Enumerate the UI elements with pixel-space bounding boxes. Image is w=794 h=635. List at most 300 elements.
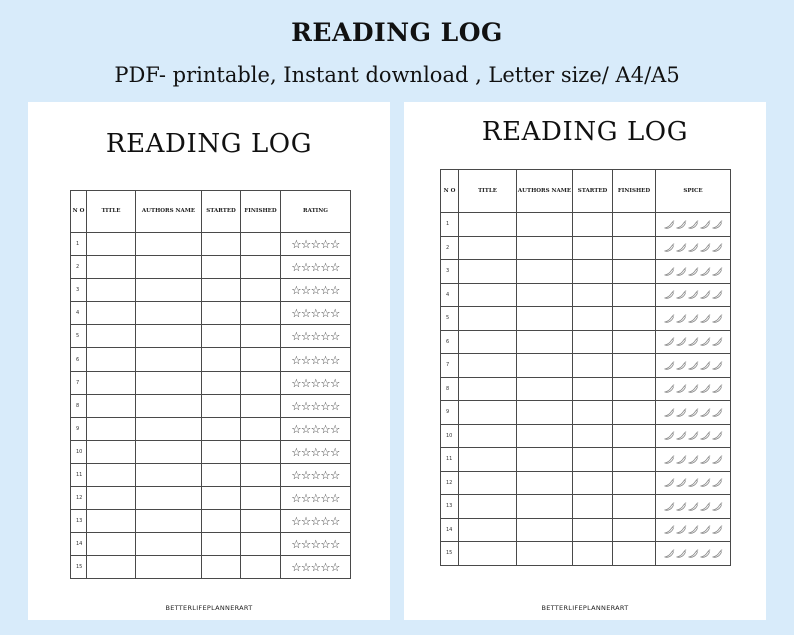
star-rating[interactable]: ☆☆☆☆☆ bbox=[281, 533, 351, 556]
row-number: 5 bbox=[71, 325, 87, 348]
authors-name-cell[interactable] bbox=[136, 533, 202, 556]
finished-cell[interactable] bbox=[613, 236, 656, 260]
chili-pepper-icon bbox=[688, 478, 699, 487]
chili-pepper-icon bbox=[700, 384, 711, 393]
row-number: 4 bbox=[71, 302, 87, 325]
authors-name-cell[interactable] bbox=[517, 424, 573, 448]
title-cell[interactable] bbox=[459, 495, 517, 519]
brand-footer: BETTERLIFEPLANNERART bbox=[541, 604, 629, 612]
authors-name-cell[interactable] bbox=[517, 307, 573, 331]
table-row bbox=[71, 510, 351, 533]
table-row bbox=[71, 325, 351, 348]
finished-cell[interactable] bbox=[613, 307, 656, 331]
started-cell[interactable] bbox=[573, 213, 613, 237]
finished-cell[interactable] bbox=[613, 260, 656, 284]
chili-pepper-icon bbox=[664, 220, 675, 229]
title-cell[interactable] bbox=[87, 533, 136, 556]
authors-name-cell[interactable] bbox=[136, 325, 202, 348]
started-cell[interactable] bbox=[573, 260, 613, 284]
finished-cell[interactable] bbox=[241, 417, 281, 440]
chili-pepper-icon bbox=[700, 220, 711, 229]
started-cell[interactable] bbox=[573, 283, 613, 307]
started-cell[interactable] bbox=[573, 401, 613, 425]
spice-rating[interactable] bbox=[656, 354, 731, 378]
chili-pepper-icon bbox=[676, 549, 687, 558]
chili-pepper-icon bbox=[664, 267, 675, 276]
authors-name-cell[interactable] bbox=[136, 556, 202, 579]
authors-name-cell[interactable] bbox=[517, 260, 573, 284]
row-number: 9 bbox=[71, 417, 87, 440]
row-number: 2 bbox=[441, 236, 459, 260]
authors-name-cell[interactable] bbox=[517, 518, 573, 542]
title-cell[interactable] bbox=[87, 487, 136, 510]
authors-name-cell[interactable] bbox=[136, 256, 202, 279]
row-number: 14 bbox=[71, 533, 87, 556]
table-row bbox=[71, 417, 351, 440]
chili-pepper-icon bbox=[688, 431, 699, 440]
chili-pepper-icon bbox=[700, 431, 711, 440]
row-number: 7 bbox=[441, 354, 459, 378]
title-cell[interactable] bbox=[87, 463, 136, 486]
finished-cell[interactable] bbox=[241, 440, 281, 463]
title-cell[interactable] bbox=[87, 279, 136, 302]
table-row bbox=[71, 348, 351, 371]
started-cell[interactable] bbox=[202, 302, 241, 325]
title-cell[interactable] bbox=[459, 283, 517, 307]
title-cell[interactable] bbox=[87, 417, 136, 440]
table-row bbox=[441, 260, 731, 284]
title-cell[interactable] bbox=[87, 510, 136, 533]
chili-pepper-icon bbox=[664, 525, 675, 534]
finished-cell[interactable] bbox=[613, 283, 656, 307]
chili-pepper-icon bbox=[712, 314, 723, 323]
table-row bbox=[441, 424, 731, 448]
authors-name-cell[interactable] bbox=[517, 354, 573, 378]
started-cell[interactable] bbox=[202, 487, 241, 510]
finished-cell[interactable] bbox=[613, 354, 656, 378]
authors-name-cell[interactable] bbox=[517, 283, 573, 307]
authors-name-cell[interactable] bbox=[517, 330, 573, 354]
chili-pepper-icon bbox=[712, 455, 723, 464]
chili-pepper-icon bbox=[700, 408, 711, 417]
chili-pepper-icon bbox=[676, 220, 687, 229]
spice-rating[interactable] bbox=[656, 377, 731, 401]
finished-cell[interactable] bbox=[241, 233, 281, 256]
started-cell[interactable] bbox=[202, 279, 241, 302]
chili-pepper-icon bbox=[664, 337, 675, 346]
chili-pepper-icon bbox=[712, 267, 723, 276]
chili-pepper-icon bbox=[676, 267, 687, 276]
row-number: 11 bbox=[71, 463, 87, 486]
authors-name-cell[interactable] bbox=[517, 213, 573, 237]
spice-rating[interactable] bbox=[656, 283, 731, 307]
chili-pepper-icon bbox=[676, 243, 687, 252]
started-cell[interactable] bbox=[202, 556, 241, 579]
brand-footer: BETTERLIFEPLANNERART bbox=[165, 604, 253, 612]
started-cell[interactable] bbox=[202, 371, 241, 394]
chili-pepper-icon bbox=[676, 431, 687, 440]
table-row bbox=[71, 371, 351, 394]
started-cell[interactable] bbox=[202, 394, 241, 417]
chili-pepper-icon bbox=[688, 408, 699, 417]
started-cell[interactable] bbox=[202, 233, 241, 256]
col-title-header: TITLE bbox=[459, 170, 517, 213]
title-cell[interactable] bbox=[87, 233, 136, 256]
chili-pepper-icon bbox=[688, 314, 699, 323]
star-rating[interactable]: ☆☆☆☆☆ bbox=[281, 556, 351, 579]
row-number: 4 bbox=[441, 283, 459, 307]
spice-rating[interactable] bbox=[656, 471, 731, 495]
row-number: 15 bbox=[441, 542, 459, 566]
authors-name-cell[interactable] bbox=[517, 236, 573, 260]
reading-log-sheet-rating bbox=[28, 102, 390, 620]
col-no-header: N O bbox=[71, 191, 87, 233]
row-number: 2 bbox=[71, 256, 87, 279]
chili-pepper-icon bbox=[664, 431, 675, 440]
chili-pepper-icon bbox=[676, 408, 687, 417]
chili-pepper-icon bbox=[676, 455, 687, 464]
table-row bbox=[441, 377, 731, 401]
authors-name-cell[interactable] bbox=[517, 471, 573, 495]
title-cell[interactable] bbox=[87, 256, 136, 279]
chili-pepper-icon bbox=[664, 455, 675, 464]
title-cell[interactable] bbox=[459, 260, 517, 284]
chili-pepper-icon bbox=[676, 314, 687, 323]
table-row bbox=[441, 354, 731, 378]
col-finished-header: FINISHED bbox=[613, 170, 656, 213]
finished-cell[interactable] bbox=[241, 325, 281, 348]
started-cell[interactable] bbox=[202, 440, 241, 463]
chili-pepper-icon bbox=[700, 478, 711, 487]
authors-name-cell[interactable] bbox=[517, 542, 573, 566]
table-row bbox=[441, 495, 731, 519]
title-cell[interactable] bbox=[459, 307, 517, 331]
authors-name-cell[interactable] bbox=[136, 440, 202, 463]
row-number: 8 bbox=[71, 394, 87, 417]
chili-pepper-icon bbox=[712, 290, 723, 299]
table-row bbox=[441, 448, 731, 472]
chili-pepper-icon bbox=[712, 525, 723, 534]
col-started-header: STARTED bbox=[573, 170, 613, 213]
chili-pepper-icon bbox=[664, 549, 675, 558]
table-row bbox=[71, 233, 351, 256]
chili-pepper-icon bbox=[700, 525, 711, 534]
star-rating[interactable]: ☆☆☆☆☆ bbox=[281, 256, 351, 279]
finished-cell[interactable] bbox=[241, 348, 281, 371]
finished-cell[interactable] bbox=[241, 463, 281, 486]
started-cell[interactable] bbox=[573, 471, 613, 495]
authors-name-cell[interactable] bbox=[136, 394, 202, 417]
col-started-header: STARTED bbox=[202, 191, 241, 233]
chili-pepper-icon bbox=[700, 290, 711, 299]
started-cell[interactable] bbox=[202, 533, 241, 556]
started-cell[interactable] bbox=[573, 236, 613, 260]
chili-pepper-icon bbox=[688, 267, 699, 276]
chili-pepper-icon bbox=[700, 455, 711, 464]
finished-cell[interactable] bbox=[241, 394, 281, 417]
spice-rating[interactable] bbox=[656, 236, 731, 260]
col-last-header: RATING bbox=[281, 191, 351, 233]
finished-cell[interactable] bbox=[241, 302, 281, 325]
title-cell[interactable] bbox=[459, 213, 517, 237]
started-cell[interactable] bbox=[202, 325, 241, 348]
table-row bbox=[71, 440, 351, 463]
chili-pepper-icon bbox=[664, 243, 675, 252]
table-row bbox=[71, 302, 351, 325]
table-row bbox=[441, 283, 731, 307]
title-cell[interactable] bbox=[87, 556, 136, 579]
chili-pepper-icon bbox=[700, 314, 711, 323]
finished-cell[interactable] bbox=[613, 518, 656, 542]
row-number: 13 bbox=[71, 510, 87, 533]
spice-rating[interactable] bbox=[656, 518, 731, 542]
finished-cell[interactable] bbox=[241, 256, 281, 279]
title-cell[interactable] bbox=[87, 348, 136, 371]
table-row bbox=[71, 463, 351, 486]
chili-pepper-icon bbox=[700, 549, 711, 558]
authors-name-cell[interactable] bbox=[517, 377, 573, 401]
chili-pepper-icon bbox=[676, 502, 687, 511]
row-number: 1 bbox=[441, 213, 459, 237]
row-number: 5 bbox=[441, 307, 459, 331]
table-row bbox=[441, 518, 731, 542]
row-number: 3 bbox=[441, 260, 459, 284]
title-cell[interactable] bbox=[87, 440, 136, 463]
finished-cell[interactable] bbox=[613, 213, 656, 237]
star-rating[interactable]: ☆☆☆☆☆ bbox=[281, 325, 351, 348]
started-cell[interactable] bbox=[573, 495, 613, 519]
finished-cell[interactable] bbox=[241, 533, 281, 556]
sheet-title: READING LOG bbox=[105, 129, 313, 159]
chili-pepper-icon bbox=[688, 384, 699, 393]
authors-name-cell[interactable] bbox=[136, 417, 202, 440]
title-cell[interactable] bbox=[459, 471, 517, 495]
finished-cell[interactable] bbox=[613, 495, 656, 519]
chili-pepper-icon bbox=[664, 314, 675, 323]
table-row bbox=[71, 256, 351, 279]
spice-rating[interactable] bbox=[656, 330, 731, 354]
col-last-header: SPICE bbox=[656, 170, 731, 213]
chili-pepper-icon bbox=[664, 478, 675, 487]
chili-pepper-icon bbox=[688, 361, 699, 370]
row-number: 6 bbox=[441, 330, 459, 354]
reading-log-table bbox=[70, 190, 351, 579]
chili-pepper-icon bbox=[676, 525, 687, 534]
finished-cell[interactable] bbox=[613, 542, 656, 566]
title-cell[interactable] bbox=[87, 394, 136, 417]
star-rating[interactable]: ☆☆☆☆☆ bbox=[281, 394, 351, 417]
table-row bbox=[441, 213, 731, 237]
table-row bbox=[71, 487, 351, 510]
star-rating[interactable]: ☆☆☆☆☆ bbox=[281, 302, 351, 325]
chili-pepper-icon bbox=[664, 361, 675, 370]
spice-rating[interactable] bbox=[656, 401, 731, 425]
finished-cell[interactable] bbox=[613, 471, 656, 495]
row-number: 14 bbox=[441, 518, 459, 542]
reading-log-table bbox=[440, 169, 731, 566]
chili-pepper-icon bbox=[688, 220, 699, 229]
chili-pepper-icon bbox=[712, 361, 723, 370]
title-cell[interactable] bbox=[87, 325, 136, 348]
chili-pepper-icon bbox=[700, 243, 711, 252]
col-no-header: N O bbox=[441, 170, 459, 213]
star-rating[interactable]: ☆☆☆☆☆ bbox=[281, 348, 351, 371]
started-cell[interactable] bbox=[202, 348, 241, 371]
star-rating[interactable]: ☆☆☆☆☆ bbox=[281, 371, 351, 394]
table-row bbox=[441, 330, 731, 354]
started-cell[interactable] bbox=[202, 463, 241, 486]
chili-pepper-icon bbox=[712, 408, 723, 417]
authors-name-cell[interactable] bbox=[136, 348, 202, 371]
chili-pepper-icon bbox=[700, 361, 711, 370]
title-cell[interactable] bbox=[459, 518, 517, 542]
table-row bbox=[71, 279, 351, 302]
table-row bbox=[71, 394, 351, 417]
chili-pepper-icon bbox=[664, 384, 675, 393]
row-number: 15 bbox=[71, 556, 87, 579]
title-cell[interactable] bbox=[459, 542, 517, 566]
chili-pepper-icon bbox=[676, 337, 687, 346]
started-cell[interactable] bbox=[202, 256, 241, 279]
row-number: 12 bbox=[441, 471, 459, 495]
started-cell[interactable] bbox=[573, 330, 613, 354]
reading-log-sheet-spice bbox=[404, 102, 766, 620]
title-cell[interactable] bbox=[459, 448, 517, 472]
spice-rating[interactable] bbox=[656, 213, 731, 237]
finished-cell[interactable] bbox=[613, 424, 656, 448]
title-cell[interactable] bbox=[459, 236, 517, 260]
star-rating[interactable]: ☆☆☆☆☆ bbox=[281, 233, 351, 256]
chili-pepper-icon bbox=[664, 290, 675, 299]
started-cell[interactable] bbox=[202, 417, 241, 440]
table-row bbox=[441, 471, 731, 495]
chili-pepper-icon bbox=[688, 525, 699, 534]
row-number: 8 bbox=[441, 377, 459, 401]
started-cell[interactable] bbox=[573, 424, 613, 448]
spice-rating[interactable] bbox=[656, 495, 731, 519]
started-cell[interactable] bbox=[573, 448, 613, 472]
table-row bbox=[71, 533, 351, 556]
finished-cell[interactable] bbox=[613, 330, 656, 354]
title-cell[interactable] bbox=[459, 377, 517, 401]
table-row bbox=[441, 401, 731, 425]
finished-cell[interactable] bbox=[613, 448, 656, 472]
col-finished-header: FINISHED bbox=[241, 191, 281, 233]
main-title: READING LOG bbox=[291, 18, 503, 47]
title-cell[interactable] bbox=[459, 330, 517, 354]
chili-pepper-icon bbox=[700, 502, 711, 511]
table-row bbox=[441, 236, 731, 260]
table-row bbox=[71, 556, 351, 579]
row-number: 1 bbox=[71, 233, 87, 256]
chili-pepper-icon bbox=[700, 337, 711, 346]
authors-name-cell[interactable] bbox=[136, 233, 202, 256]
spice-rating[interactable] bbox=[656, 260, 731, 284]
col-title-header: TITLE bbox=[87, 191, 136, 233]
authors-name-cell[interactable] bbox=[136, 510, 202, 533]
started-cell[interactable] bbox=[573, 307, 613, 331]
finished-cell[interactable] bbox=[241, 371, 281, 394]
row-number: 11 bbox=[441, 448, 459, 472]
authors-name-cell[interactable] bbox=[136, 279, 202, 302]
row-number: 10 bbox=[441, 424, 459, 448]
title-cell[interactable] bbox=[459, 424, 517, 448]
started-cell[interactable] bbox=[202, 510, 241, 533]
chili-pepper-icon bbox=[676, 361, 687, 370]
authors-name-cell[interactable] bbox=[136, 371, 202, 394]
row-number: 3 bbox=[71, 279, 87, 302]
authors-name-cell[interactable] bbox=[136, 487, 202, 510]
chili-pepper-icon bbox=[664, 502, 675, 511]
title-cell[interactable] bbox=[459, 354, 517, 378]
spice-rating[interactable] bbox=[656, 542, 731, 566]
authors-name-cell[interactable] bbox=[517, 495, 573, 519]
table-row bbox=[441, 307, 731, 331]
spice-rating[interactable] bbox=[656, 424, 731, 448]
finished-cell[interactable] bbox=[241, 510, 281, 533]
row-number: 10 bbox=[71, 440, 87, 463]
title-cell[interactable] bbox=[87, 302, 136, 325]
authors-name-cell[interactable] bbox=[517, 401, 573, 425]
chili-pepper-icon bbox=[688, 290, 699, 299]
row-number: 6 bbox=[71, 348, 87, 371]
authors-name-cell[interactable] bbox=[136, 463, 202, 486]
row-number: 12 bbox=[71, 487, 87, 510]
chili-pepper-icon bbox=[688, 502, 699, 511]
chili-pepper-icon bbox=[712, 478, 723, 487]
started-cell[interactable] bbox=[573, 354, 613, 378]
chili-pepper-icon bbox=[712, 220, 723, 229]
col-authors-name-header: AUTHORS NAME bbox=[517, 170, 573, 213]
started-cell[interactable] bbox=[573, 377, 613, 401]
chili-pepper-icon bbox=[700, 267, 711, 276]
started-cell[interactable] bbox=[573, 518, 613, 542]
started-cell[interactable] bbox=[573, 542, 613, 566]
chili-pepper-icon bbox=[688, 243, 699, 252]
authors-name-cell[interactable] bbox=[136, 302, 202, 325]
star-rating[interactable]: ☆☆☆☆☆ bbox=[281, 279, 351, 302]
chili-pepper-icon bbox=[712, 502, 723, 511]
star-rating[interactable]: ☆☆☆☆☆ bbox=[281, 510, 351, 533]
chili-pepper-icon bbox=[688, 455, 699, 464]
chili-pepper-icon bbox=[688, 549, 699, 558]
title-cell[interactable] bbox=[87, 371, 136, 394]
chili-pepper-icon bbox=[712, 384, 723, 393]
col-authors-name-header: AUTHORS NAME bbox=[136, 191, 202, 233]
star-rating[interactable]: ☆☆☆☆☆ bbox=[281, 440, 351, 463]
row-number: 7 bbox=[71, 371, 87, 394]
star-rating[interactable]: ☆☆☆☆☆ bbox=[281, 487, 351, 510]
finished-cell[interactable] bbox=[613, 401, 656, 425]
spice-rating[interactable] bbox=[656, 307, 731, 331]
finished-cell[interactable] bbox=[241, 556, 281, 579]
sheet-title: READING LOG bbox=[481, 117, 689, 147]
chili-pepper-icon bbox=[712, 337, 723, 346]
row-number: 9 bbox=[441, 401, 459, 425]
finished-cell[interactable] bbox=[613, 377, 656, 401]
subtitle: PDF- printable, Instant download , Letter size/ A4/A5 bbox=[114, 63, 680, 87]
title-cell[interactable] bbox=[459, 401, 517, 425]
table-row bbox=[441, 542, 731, 566]
star-rating[interactable]: ☆☆☆☆☆ bbox=[281, 463, 351, 486]
finished-cell[interactable] bbox=[241, 279, 281, 302]
chili-pepper-icon bbox=[676, 290, 687, 299]
star-rating[interactable]: ☆☆☆☆☆ bbox=[281, 417, 351, 440]
finished-cell[interactable] bbox=[241, 487, 281, 510]
spice-rating[interactable] bbox=[656, 448, 731, 472]
authors-name-cell[interactable] bbox=[517, 448, 573, 472]
chili-pepper-icon bbox=[676, 384, 687, 393]
